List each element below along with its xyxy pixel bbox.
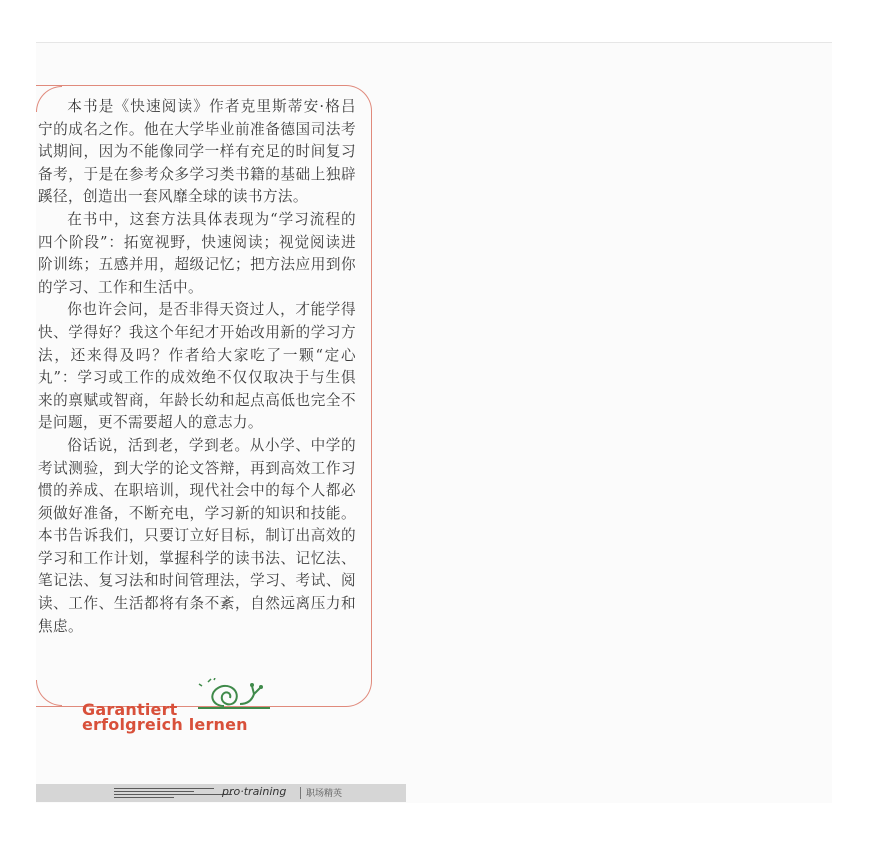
paragraph-4: 俗话说，活到老，学到老。从小学、中学的考试测验，到大学的论文答辩，再到高效工作习惯的养成、在职培训，现代社会中的每个人都必须做好准备，不断充电，学习新的知识和技能。本书告诉我们，只要订立好目标，制订出高效的学习和工作计划，掌握科学的读书法、记忆法、笔记法、复习法和时间管理法，学习、考试、阅读、工作、生活都将有条不紊，自然远离压力和焦虑。 [38,436,356,635]
paragraph-2: 在书中，这套方法具体表现为“学习流程的四个阶段”：拓宽视野，快速阅读；视觉阅读进阶训练；五感并用，超级记忆；把方法应用到你的学习、工作和生活中。 [38,210,356,296]
snail-icon [194,678,274,714]
logo-line-2: erfolgreich lernen [82,715,248,734]
paragraph-1: 本书是《快速阅读》作者克里斯蒂安·格吕宁的成名之作。他在大学毕业前准备德国司法考试期间，因为不能像同学一样有充足的时间复习备考，于是在参考众多学习类书籍的基础上独辟蹊径，创造出一套风靡全球的读书方法。 [38,98,356,206]
logo-line-1: Garantiert [82,700,178,719]
footer-decorative-lines [114,788,232,798]
series-logo [82,674,282,734]
footer-bar [36,784,406,802]
footer-divider [300,787,301,799]
book-description [38,96,356,638]
footer-section-name: 职场精英 [306,789,343,799]
paragraph-3: 你也许会问，是否非得天资过人，才能学得快、学得好？我这个年纪才开始改用新的学习方法，还来得及吗？作者给大家吃了一颗“定心丸”：学习或工作的成效绝不仅仅取决于与生俱来的禀赋或智商，年龄长幼和起点高低也完全不是问题，更不需要超人的意志力。 [38,301,356,432]
footer-series-name: pro·training [222,785,287,798]
